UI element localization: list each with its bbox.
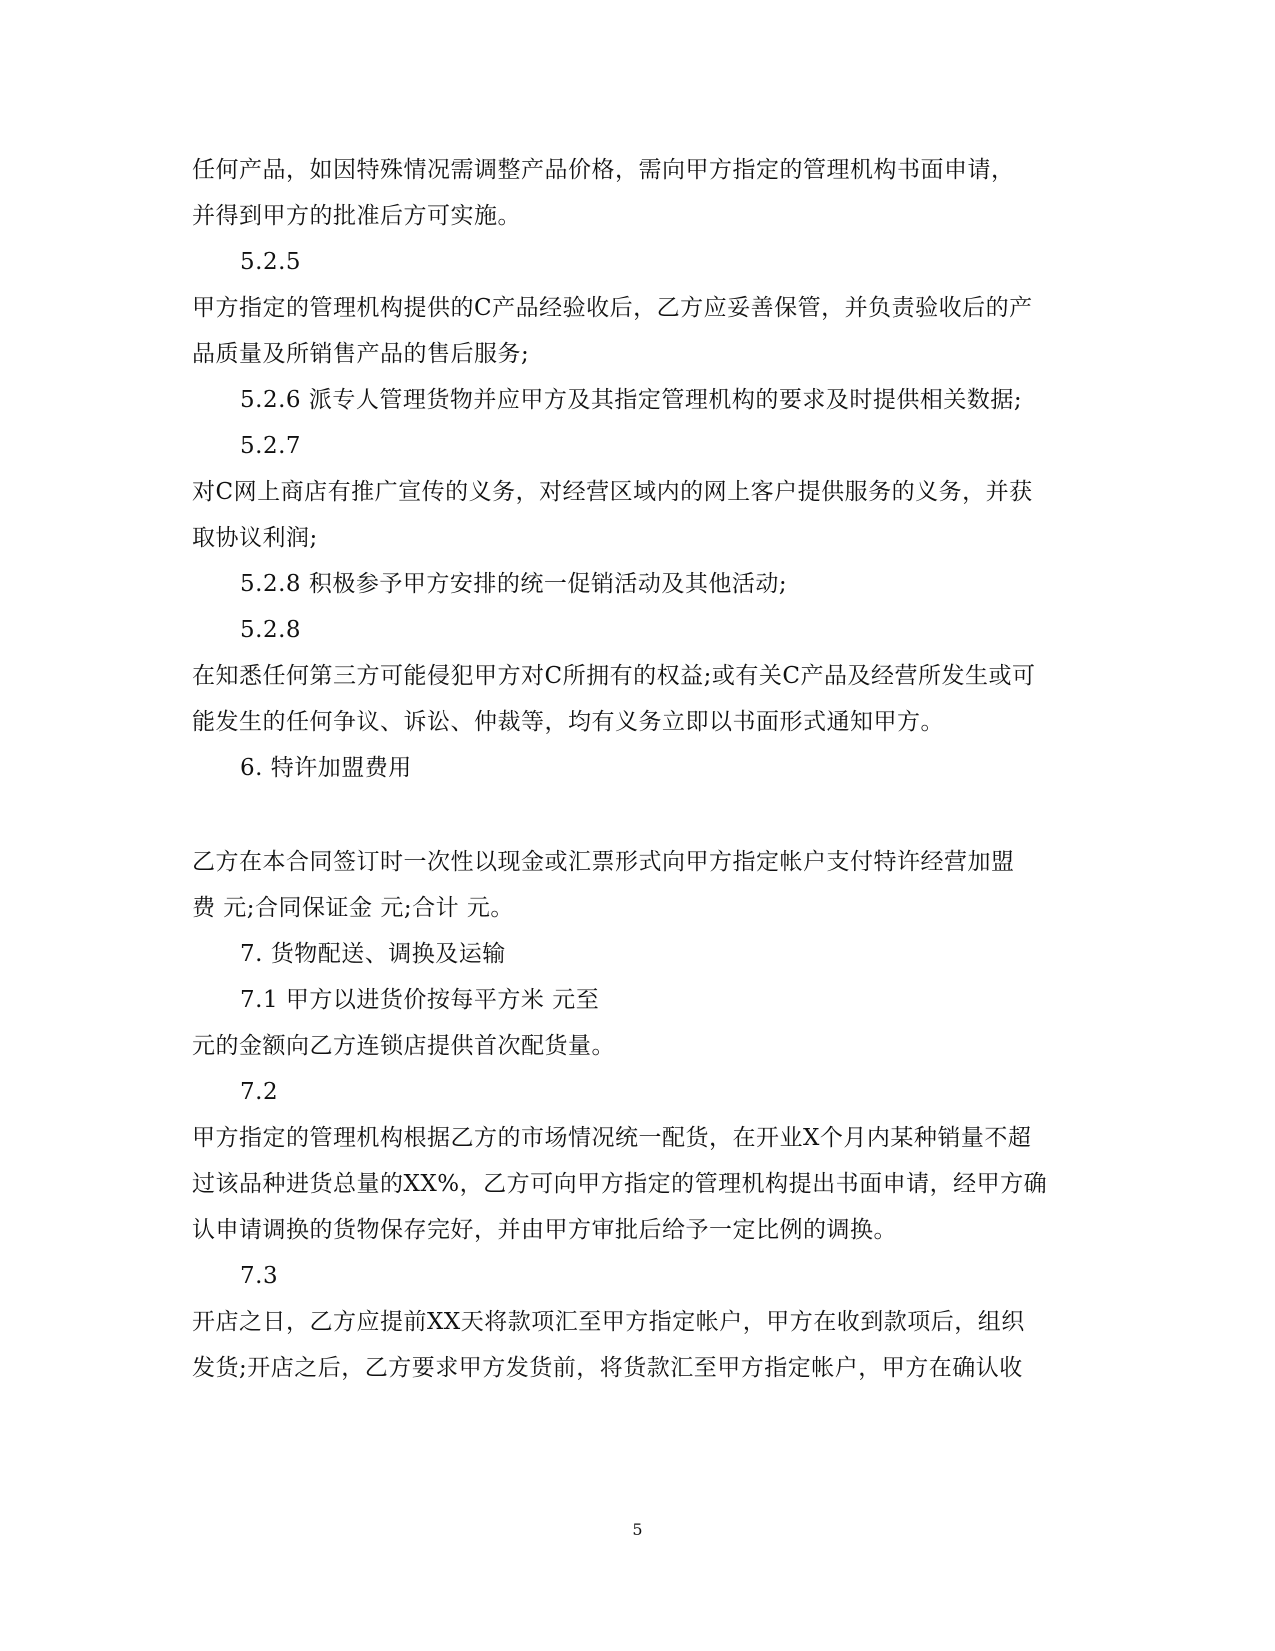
clause-number: 5.2.5 — [240, 249, 302, 275]
text-line: 费 元;合同保证金 元;合计 元。 — [192, 895, 514, 921]
text-line: 过该品种进货总量的XX%，乙方可向甲方指定的管理机构提出书面申请，经甲方确 — [192, 1171, 1048, 1197]
text-line: 并得到甲方的批准后方可实施。 — [192, 203, 521, 229]
text-line: 取协议利润; — [192, 525, 318, 551]
clause-number: 5.2.7 — [240, 433, 302, 459]
text-line: 能发生的任何争议、诉讼、仲裁等，均有义务立即以书面形式通知甲方。 — [192, 709, 944, 735]
clause-line: 5.2.8 积极参予甲方安排的统一促销活动及其他活动; — [240, 571, 788, 597]
text-line: 发货;开店之后，乙方要求甲方发货前，将货款汇至甲方指定帐户，甲方在确认收 — [192, 1355, 1023, 1381]
text-line: 认申请调换的货物保存完好，并由甲方审批后给予一定比例的调换。 — [192, 1217, 897, 1243]
clause-number: 7.2 — [240, 1079, 279, 1105]
text-line: 品质量及所销售产品的售后服务; — [192, 341, 530, 367]
text-line: 对C网上商店有推广宣传的义务，对经营区域内的网上客户提供服务的义务，并获 — [192, 479, 1033, 505]
text-line: 任何产品，如因特殊情况需调整产品价格，需向甲方指定的管理机构书面申请， — [192, 157, 1015, 183]
section-heading: 7. 货物配送、调换及运输 — [240, 941, 506, 967]
text-line: 甲方指定的管理机构提供的C产品经验收后，乙方应妥善保管，并负责验收后的产 — [192, 295, 1033, 321]
clause-line: 5.2.6 派专人管理货物并应甲方及其指定管理机构的要求及时提供相关数据; — [240, 387, 1023, 413]
clause-line: 7.1 甲方以进货价按每平方米 元至 — [240, 987, 600, 1013]
page-number: 5 — [632, 1520, 643, 1539]
clause-number: 7.3 — [240, 1263, 279, 1289]
text-line: 在知悉任何第三方可能侵犯甲方对C所拥有的权益;或有关C产品及经营所发生或可 — [192, 663, 1036, 689]
text-line: 开店之日，乙方应提前XX天将款项汇至甲方指定帐户，甲方在收到款项后，组织 — [192, 1309, 1025, 1335]
clause-number: 5.2.8 — [240, 617, 302, 643]
text-line: 乙方在本合同签订时一次性以现金或汇票形式向甲方指定帐户支付特许经营加盟 — [192, 849, 1015, 875]
text-line: 甲方指定的管理机构根据乙方的市场情况统一配货，在开业X个月内某种销量不超 — [192, 1125, 1032, 1151]
section-heading: 6. 特许加盟费用 — [240, 755, 412, 781]
text-line: 元的金额向乙方连锁店提供首次配货量。 — [192, 1033, 615, 1059]
